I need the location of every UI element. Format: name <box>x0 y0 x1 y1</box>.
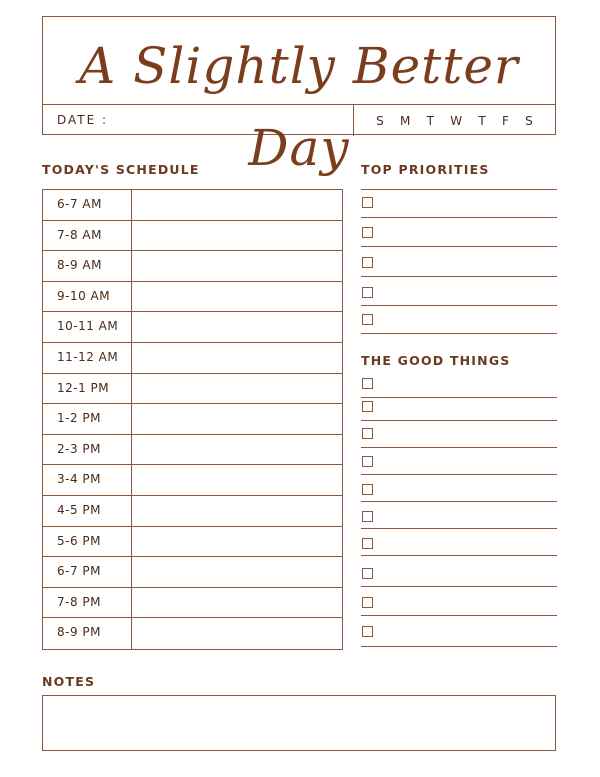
schedule-time: 6-7 PM <box>43 557 132 587</box>
notes-title: NOTES <box>42 674 96 689</box>
schedule-row <box>43 435 342 466</box>
schedule-table <box>42 189 343 650</box>
schedule-time: 9-10 AM <box>43 282 132 312</box>
schedule-row <box>43 496 342 527</box>
good-thing-line <box>361 586 557 587</box>
good-thing-checkbox[interactable] <box>362 597 373 608</box>
schedule-row <box>43 618 342 649</box>
date-row <box>43 104 555 134</box>
schedule-entry[interactable] <box>132 557 342 587</box>
day-monday[interactable]: M <box>400 113 411 128</box>
good-thing-checkbox[interactable] <box>362 378 373 389</box>
good-thing-line <box>361 501 557 502</box>
schedule-time: 4-5 PM <box>43 496 132 526</box>
good-thing-checkbox[interactable] <box>362 401 373 412</box>
schedule-row <box>43 527 342 558</box>
day-friday[interactable]: F <box>502 113 509 128</box>
priority-line <box>361 305 557 306</box>
schedule-time: 11-12 AM <box>43 343 132 373</box>
priority-line <box>361 217 557 218</box>
schedule-entry[interactable] <box>132 465 342 495</box>
planner-title: A Slightly Better Day <box>79 37 519 177</box>
good-thing-checkbox[interactable] <box>362 484 373 495</box>
schedule-row <box>43 404 342 435</box>
schedule-row <box>43 282 342 313</box>
schedule-time: 12-1 PM <box>43 374 132 404</box>
priority-checkbox[interactable] <box>362 314 373 325</box>
schedule-row <box>43 190 342 221</box>
good-thing-line <box>361 447 557 448</box>
schedule-row <box>43 312 342 343</box>
schedule-time: 6-7 AM <box>43 190 132 220</box>
priority-line <box>361 333 557 334</box>
priority-line <box>361 276 557 277</box>
good-thing-line <box>361 528 557 529</box>
schedule-entry[interactable] <box>132 618 342 649</box>
schedule-entry[interactable] <box>132 435 342 465</box>
schedule-time: 5-6 PM <box>43 527 132 557</box>
schedule-time: 2-3 PM <box>43 435 132 465</box>
schedule-entry[interactable] <box>132 190 342 220</box>
schedule-entry[interactable] <box>132 282 342 312</box>
schedule-entry[interactable] <box>132 404 342 434</box>
good-thing-line <box>361 397 557 398</box>
good-thing-checkbox[interactable] <box>362 456 373 467</box>
notes-area[interactable] <box>42 695 556 751</box>
schedule-entry[interactable] <box>132 588 342 618</box>
schedule-row <box>43 374 342 405</box>
schedule-entry[interactable] <box>132 496 342 526</box>
good-thing-checkbox[interactable] <box>362 568 373 579</box>
day-wednesday[interactable]: W <box>450 113 463 128</box>
day-sunday[interactable]: S <box>376 113 384 128</box>
good-thing-line <box>361 474 557 475</box>
schedule-row <box>43 251 342 282</box>
priority-checkbox[interactable] <box>362 197 373 208</box>
priority-checkbox[interactable] <box>362 287 373 298</box>
good-thing-checkbox[interactable] <box>362 428 373 439</box>
schedule-entry[interactable] <box>132 343 342 373</box>
date-label: DATE : <box>57 113 109 127</box>
day-tuesday[interactable]: T <box>426 113 434 128</box>
schedule-entry[interactable] <box>132 527 342 557</box>
day-saturday[interactable]: S <box>525 113 533 128</box>
schedule-row <box>43 465 342 496</box>
good-thing-line <box>361 615 557 616</box>
schedule-row <box>43 588 342 619</box>
day-thursday[interactable]: T <box>478 113 486 128</box>
schedule-entry[interactable] <box>132 374 342 404</box>
priorities-list <box>361 189 557 334</box>
schedule-time: 3-4 PM <box>43 465 132 495</box>
schedule-row <box>43 557 342 588</box>
schedule-time: 7-8 PM <box>43 588 132 618</box>
good-thing-line <box>361 646 557 647</box>
good-things-list <box>361 375 557 647</box>
priority-checkbox[interactable] <box>362 227 373 238</box>
schedule-row <box>43 221 342 252</box>
priority-checkbox[interactable] <box>362 257 373 268</box>
good-thing-checkbox[interactable] <box>362 538 373 549</box>
weekday-selector <box>353 105 555 136</box>
priority-line <box>361 246 557 247</box>
schedule-title: TODAY'S SCHEDULE <box>42 162 200 177</box>
good-thing-checkbox[interactable] <box>362 511 373 522</box>
schedule-row <box>43 343 342 374</box>
schedule-entry[interactable] <box>132 221 342 251</box>
schedule-time: 10-11 AM <box>43 312 132 342</box>
schedule-time: 8-9 PM <box>43 618 132 649</box>
priorities-title: TOP PRIORITIES <box>361 162 490 177</box>
good-things-title: THE GOOD THINGS <box>361 353 511 368</box>
schedule-time: 1-2 PM <box>43 404 132 434</box>
good-thing-line <box>361 555 557 556</box>
good-thing-line <box>361 420 557 421</box>
schedule-time: 7-8 AM <box>43 221 132 251</box>
good-thing-checkbox[interactable] <box>362 626 373 637</box>
schedule-entry[interactable] <box>132 312 342 342</box>
schedule-time: 8-9 AM <box>43 251 132 281</box>
schedule-entry[interactable] <box>132 251 342 281</box>
